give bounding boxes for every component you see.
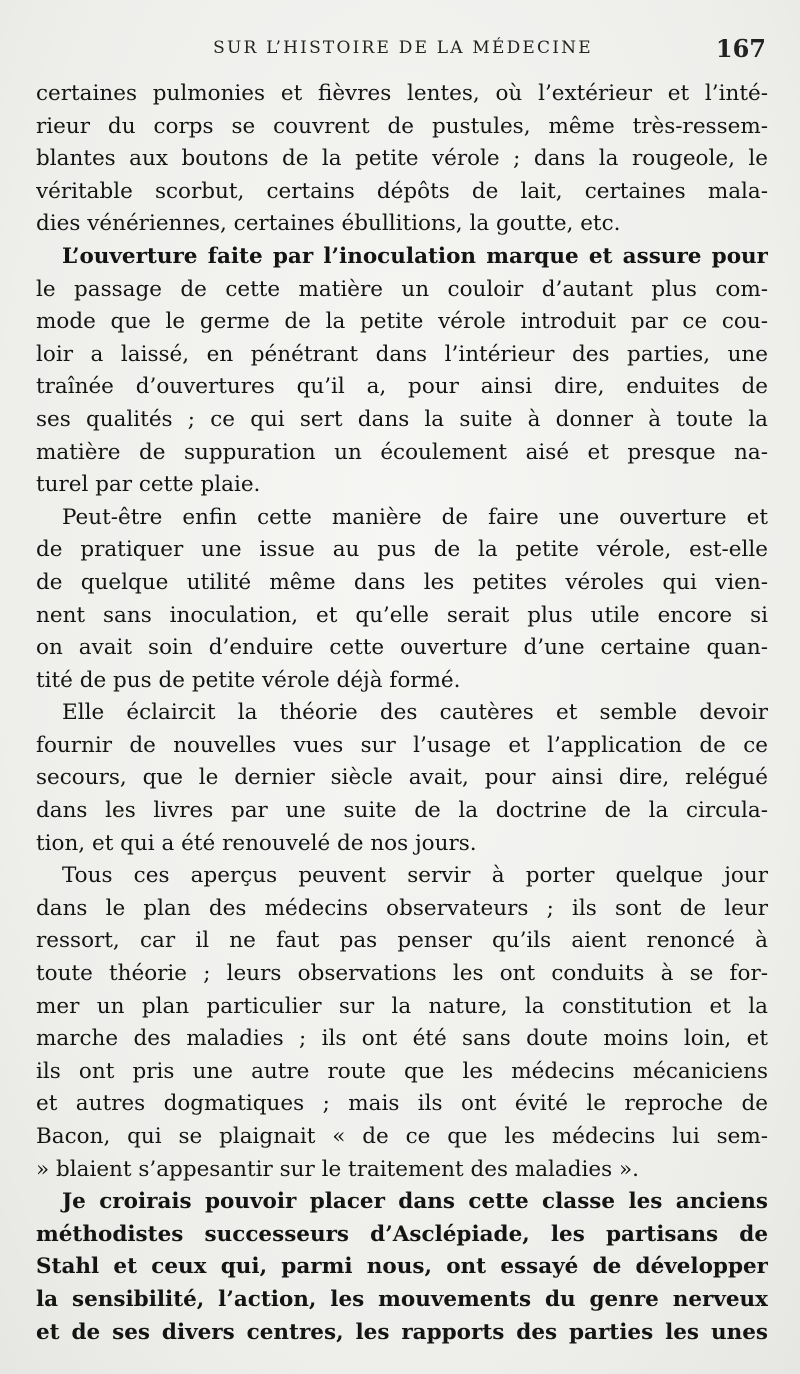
text-line: mode que le germe de la petite vérole introduit par ce cou- xyxy=(36,309,768,335)
text-line: véritable scorbut, certains dépôts de lait, certaines mala- xyxy=(36,178,768,204)
text-line: certaines pulmonies et fièvres lentes, où l’extérieur et l’inté- xyxy=(36,81,768,106)
text-line: dies vénériennes, certaines ébullitions, la goutte, etc. xyxy=(36,211,621,237)
text-line: ressort, car il ne faut pas penser qu’ils aient renoncé à xyxy=(36,928,768,954)
text-line: traînée d’ouvertures qu’il a, pour ainsi dire, enduites de xyxy=(36,374,768,400)
text-line: on avait soin d’enduire cette ouverture d’une certaine quan- xyxy=(36,635,768,661)
text-line: matière de suppuration un écoulement aisé et presque na- xyxy=(36,439,768,465)
text-line: dans les livres par une suite de la doctrine de la circula- xyxy=(36,798,768,824)
body-text xyxy=(36,78,768,1349)
text-line: de pratiquer une issue au pus de la petite vérole, est-elle xyxy=(36,537,768,563)
paragraph-start-line: Peut-être enfin cette manière de faire une ouverture et xyxy=(62,504,768,530)
text-line: rieur du corps se couvrent de pustules, même très-ressem- xyxy=(36,113,768,139)
text-line: tité de pus de petite vérole déjà formé. xyxy=(36,667,461,693)
text-line: la sensibilité, l’action, les mouvements du genre nerveux xyxy=(36,1286,768,1312)
text-line: Stahl et ceux qui, parmi nous, ont essayé de développer xyxy=(36,1254,768,1280)
text-line: de quelque utilité même dans les petites véroles qui vien- xyxy=(36,569,768,595)
text-line: loir a laissé, en pénétrant dans l’intérieur des parties, une xyxy=(36,341,768,367)
text-line: nent sans inoculation, et qu’elle serait plus utile encore si xyxy=(36,602,768,628)
text-line: mer un plan particulier sur la nature, la constitution et la xyxy=(36,993,768,1019)
text-line: Bacon, qui se plaignait « de ce que les médecins lui sem- xyxy=(36,1124,768,1149)
text-line: » blaient s’appesantir sur le traitement des maladies ». xyxy=(36,1156,639,1182)
text-line: secours, que le dernier siècle avait, pour ainsi dire, relégué xyxy=(36,765,768,791)
text-line: turel par cette plaie. xyxy=(36,472,261,498)
running-head: SUR L’HISTOIRE DE LA MÉDECINE xyxy=(213,38,593,58)
text-line: et de ses divers centres, les rapports des parties les unes xyxy=(36,1319,768,1345)
paragraph-start-line: Tous ces aperçus peuvent servir à porter quelque jour xyxy=(62,863,768,889)
page-header xyxy=(38,34,768,64)
text-line: ils ont pris une autre route que les médecins mécaniciens xyxy=(36,1058,768,1084)
text-line: toute théorie ; leurs observations les ont conduits à se for- xyxy=(36,961,768,987)
text-line: ses qualités ; ce qui sert dans la suite à donner à toute la xyxy=(36,406,768,432)
text-line: dans le plan des médecins observateurs ; ils sont de leur xyxy=(36,895,768,921)
paragraph-start-line: L’ouverture faite par l’inoculation marque et assure pour xyxy=(62,243,768,269)
text-line: le passage de cette matière un couloir d’autant plus com- xyxy=(36,276,768,302)
text-line: tion, et qui a été renouvelé de nos jours. xyxy=(36,830,477,856)
text-line: et autres dogmatiques ; mais ils ont évité le reproche de xyxy=(36,1091,768,1117)
paragraph-start-line: Je croirais pouvoir placer dans cette classe les anciens xyxy=(62,1189,768,1215)
text-line: méthodistes successeurs d’Asclépiade, les partisans de xyxy=(36,1221,768,1247)
paragraph-start-line: Elle éclaircit la théorie des cautères et semble devoir xyxy=(62,700,768,726)
page-number: 167 xyxy=(715,34,766,63)
text-line: marche des maladies ; ils ont été sans doute moins loin, et xyxy=(36,1026,768,1052)
text-line: blantes aux boutons de la petite vérole ; dans la rougeole, le xyxy=(36,146,768,172)
text-line: fournir de nouvelles vues sur l’usage et l’application de ce xyxy=(36,732,768,758)
